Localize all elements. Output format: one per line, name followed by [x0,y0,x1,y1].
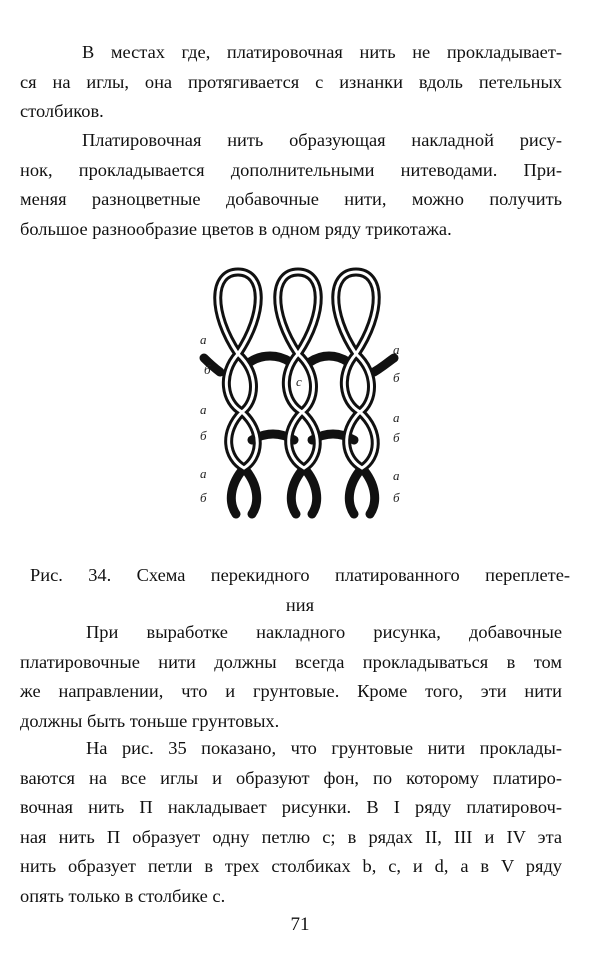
paragraph-line: ся на иглы, она протягивается с изнанки вдоль петельных [20,71,562,92]
label-a: а [393,342,400,357]
label-a: а [200,402,207,417]
knitting-diagram-figure [190,262,430,524]
paragraph-line: При выработке накладного рисунка, добавочные [86,622,562,642]
label-b: б [200,490,207,505]
label-a: а [393,410,400,425]
label-b: б [393,430,400,445]
paragraph-line: вочная нить П накладывает рисунки. В I ряду платировоч- [20,797,562,817]
label-b: б [204,362,211,377]
paragraph-line: должны быть тоньше грунтовых. [20,710,280,731]
paragraph-line: ная нить П образует одну петлю c; в рядах II, III и IV эта [20,826,562,847]
label-a: а [200,466,207,481]
paragraph-line: меняя разноцветные добавочные нити, можно получить [20,189,562,209]
paragraph-line: В местах где, платировочная нить не прокладывает- [82,42,562,62]
page-number: 71 [290,914,310,935]
paragraph-line: нить образует петли в трех столбиках b, c, и d, а в V ряду [20,856,562,876]
paragraph-line: нок, прокладывается дополнительными нитеводами. При- [20,159,562,180]
label-b: б [200,428,207,443]
label-a: а [200,332,207,347]
paragraph-line: столбиков. [20,101,104,121]
caption-line-2: ния [285,595,315,615]
label-b: б [393,370,400,385]
label-b: б [393,490,400,505]
paragraph-line: ваются на все иглы и образуют фон, по которому платиро- [20,767,562,788]
paragraph-line: большое разнообразие цветов в одном ряду трикотажа. [20,218,452,239]
paragraph-1 [20,38,562,127]
paragraph-2 [20,126,562,244]
paragraph-line: платировочные нити должны всегда прокладываться в том [20,651,562,672]
diagram-loops [204,272,394,514]
paragraph-line: же направлении, что и грунтовые. Кроме того, эти нити [20,681,562,701]
caption-line-1: Рис. 34. Схема перекидного платированного переплете- [30,565,570,585]
paragraph-line: опять только в столбике c. [20,885,226,906]
label-c: с [296,374,302,389]
paragraph-line: Платировочная нить образующая накладной рису- [82,130,562,150]
label-a: а [393,468,400,483]
paragraph-4 [20,734,562,911]
paragraph-3 [20,618,562,736]
figure-caption [30,560,570,620]
paragraph-line: На рис. 35 показано, что грунтовые нити проклады- [86,738,562,758]
